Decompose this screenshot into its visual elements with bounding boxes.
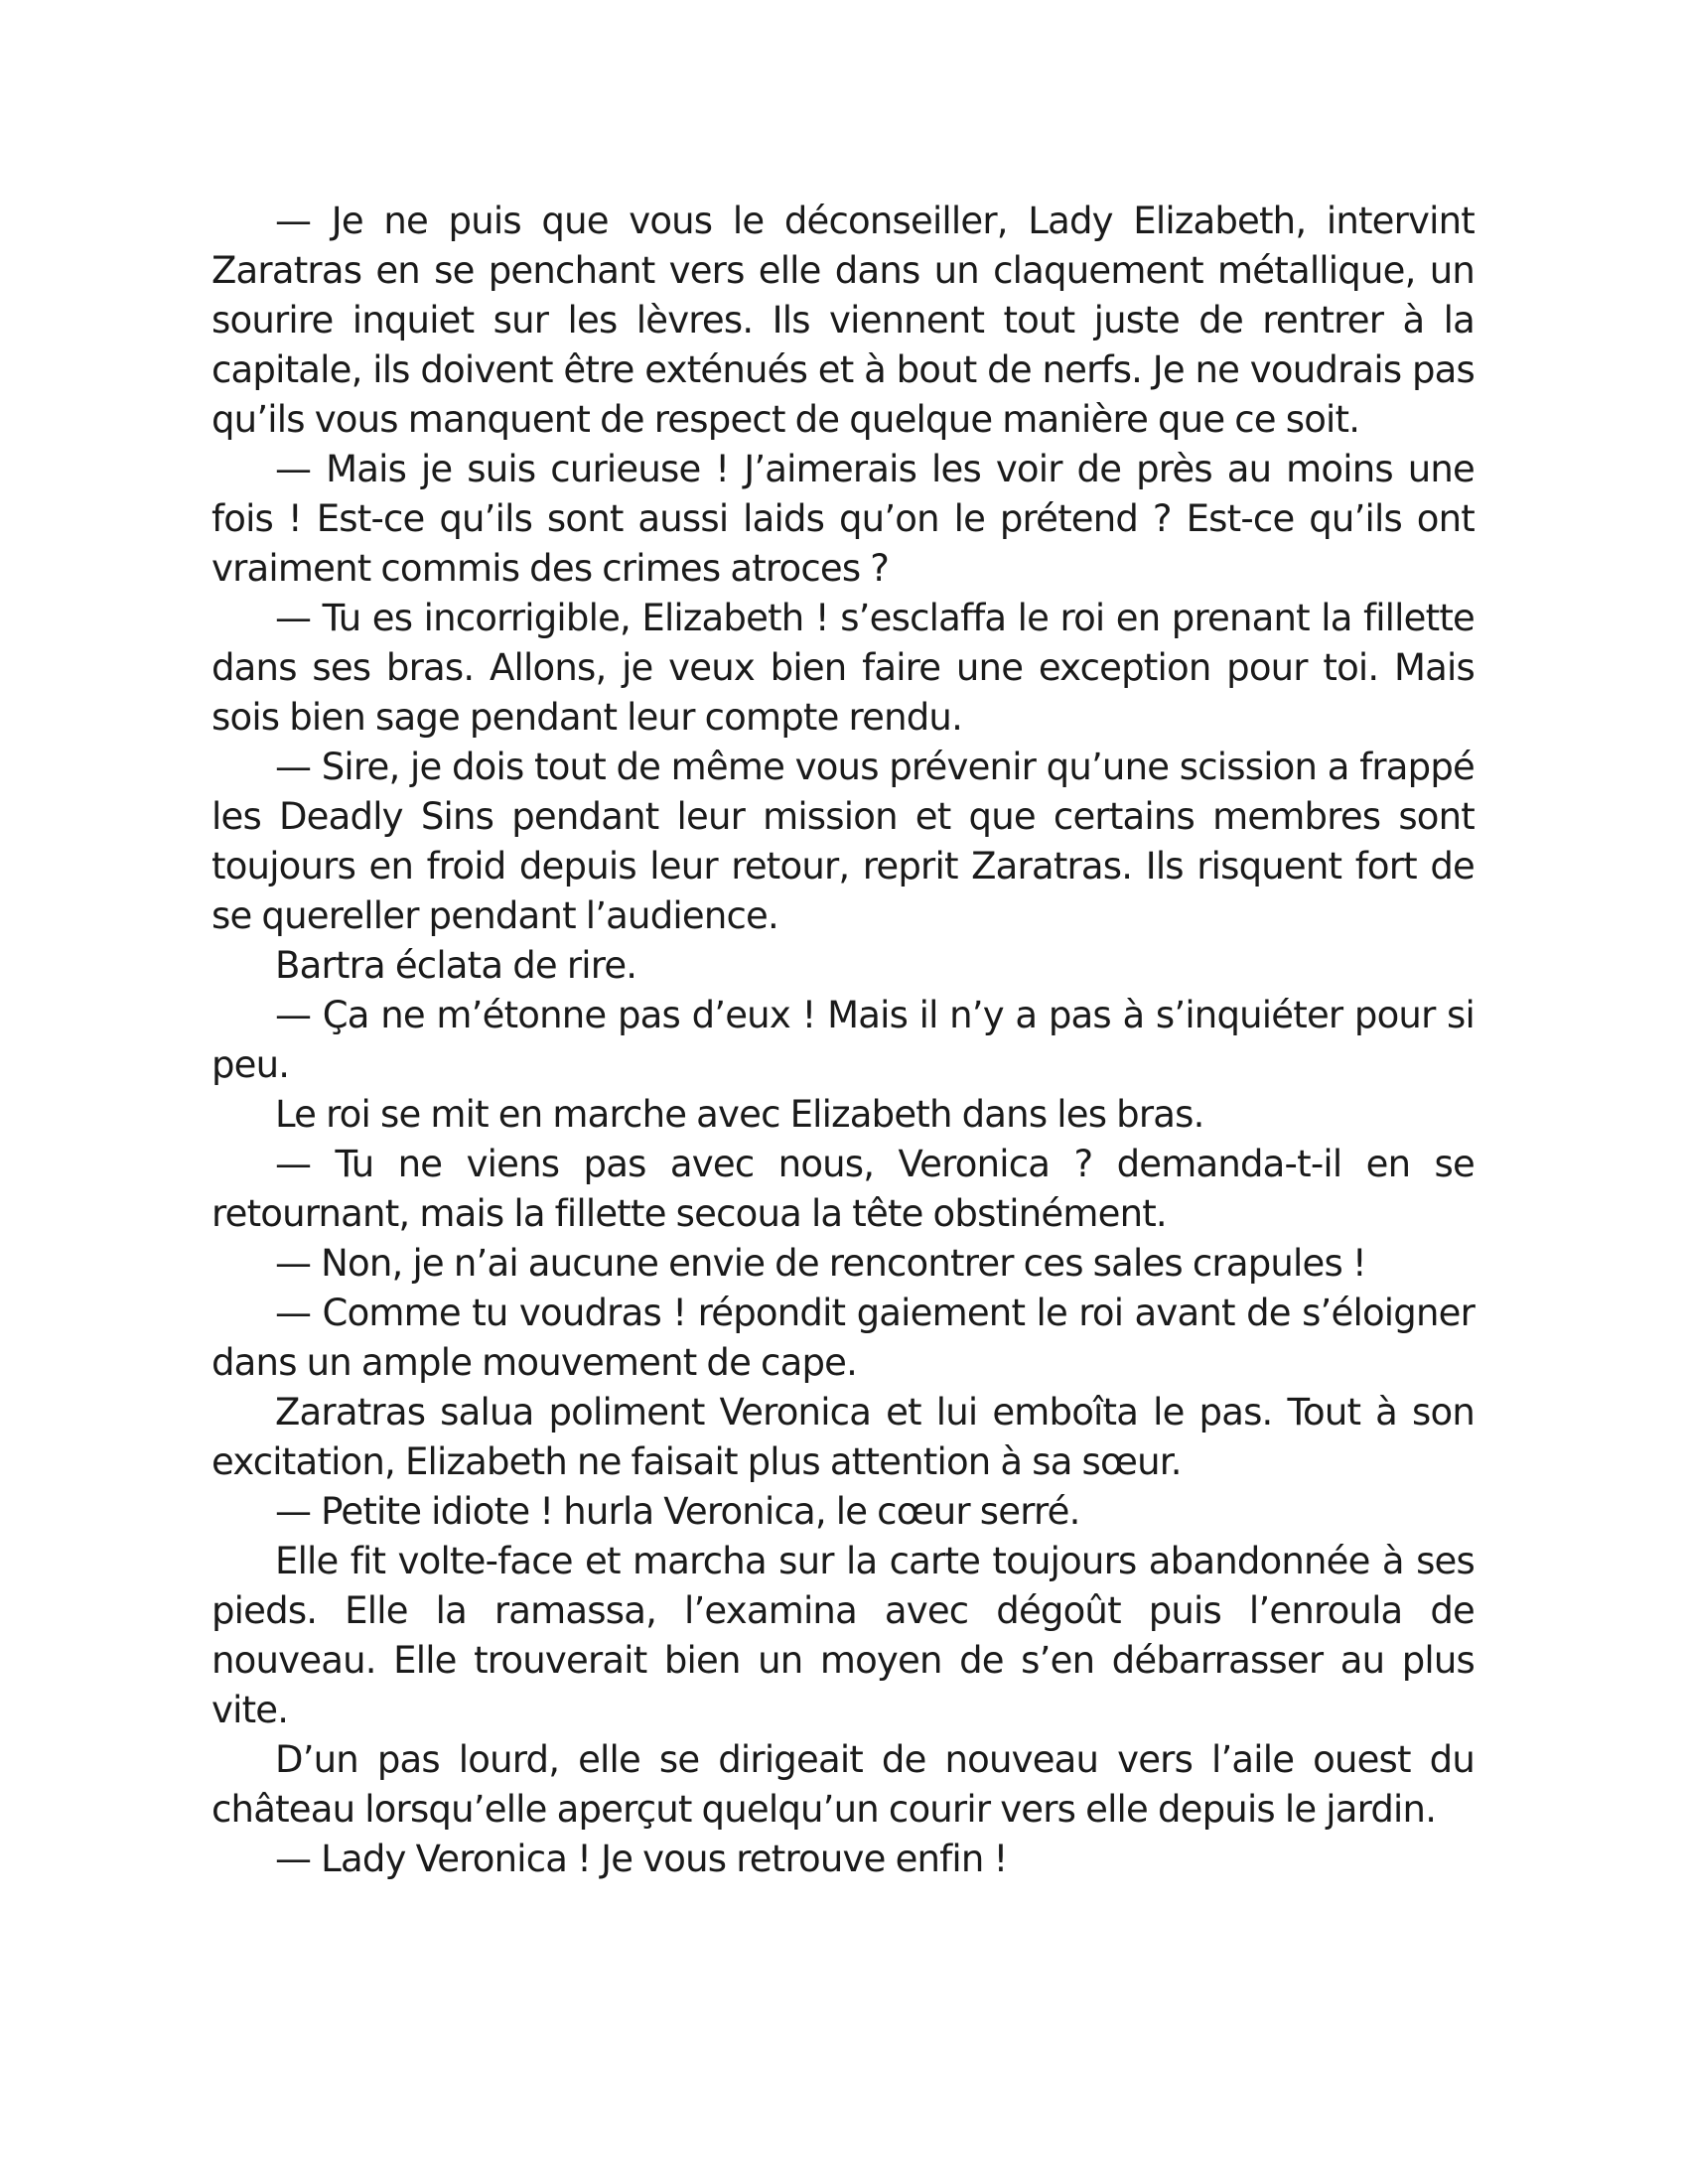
paragraph-7: Le roi se mit en marche avec Elizabeth dans les bras. — [275, 1093, 1204, 1136]
paragraph-6: — Ça ne m’étonne pas d’eux ! Mais il n’y a pas à s’inquiéter pour si peu. — [211, 994, 1475, 1086]
paragraph-11: Zaratras salua poliment Veronica et lui emboîta le pas. Tout à son excitation, Elizabeth ne faisait plus attention à sa sœur. — [211, 1391, 1475, 1483]
paragraph-14: D’un pas lourd, elle se dirigeait de nouveau vers l’aile ouest du château lorsqu’elle aperçut quelqu’un courir vers elle depuis le jardin. — [211, 1738, 1475, 1831]
paragraph-4: — Sire, je dois tout de même vous prévenir qu’une scission a frappé les Deadly Sins pendant leur mission et que certains membres sont toujours en froid depuis leur retour, reprit Zaratras. Ils risquent fort de se quereller pendant l’audience. — [211, 746, 1475, 937]
paragraph-12: — Petite idiote ! hurla Veronica, le cœur serré. — [275, 1490, 1080, 1533]
paragraph-8: — Tu ne viens pas avec nous, Veronica ? demanda-t-il en se retournant, mais la fillette secoua la tête obstinément. — [211, 1143, 1475, 1235]
paragraph-3: — Tu es incorrigible, Elizabeth ! s’esclaffa le roi en prenant la fillette dans ses bras. Allons, je veux bien faire une exception pour toi. Mais sois bien sage pendant leur compte rendu. — [211, 597, 1475, 739]
paragraph-13: Elle fit volte-face et marcha sur la carte toujours abandonnée à ses pieds. Elle la ramassa, l’examina avec dégoût puis l’enroula de nouveau. Elle trouverait bien un moyen de s’en débarrasser au plus vite. — [211, 1540, 1475, 1731]
paragraph-1: — Je ne puis que vous le déconseiller, Lady Elizabeth, intervint Zaratras en se penchant vers elle dans un claquement métallique, un sourire inquiet sur les lèvres. Ils viennent tout juste de rentrer à la capitale, ils doivent être exténués et à bout de nerfs. Je ne voudrais pas qu’ils vous manquent de respect de quelque manière que ce soit. — [211, 200, 1475, 441]
paragraph-9: — Non, je n’ai aucune envie de rencontrer ces sales crapules ! — [275, 1242, 1366, 1285]
paragraph-15: — Lady Veronica ! Je vous retrouve enfin ! — [275, 1838, 1008, 1880]
body-text — [211, 197, 1475, 1884]
paragraph-2: — Mais je suis curieuse ! J’aimerais les voir de près au moins une fois ! Est-ce qu’ils sont aussi laids qu’on le prétend ? Est-ce qu’ils ont vraiment commis des crimes atroces ? — [211, 448, 1475, 590]
paragraph-5: Bartra éclata de rire. — [275, 944, 637, 987]
paragraph-10: — Comme tu voudras ! répondit gaiement le roi avant de s’éloigner dans un ample mouvement de cape. — [211, 1292, 1475, 1384]
